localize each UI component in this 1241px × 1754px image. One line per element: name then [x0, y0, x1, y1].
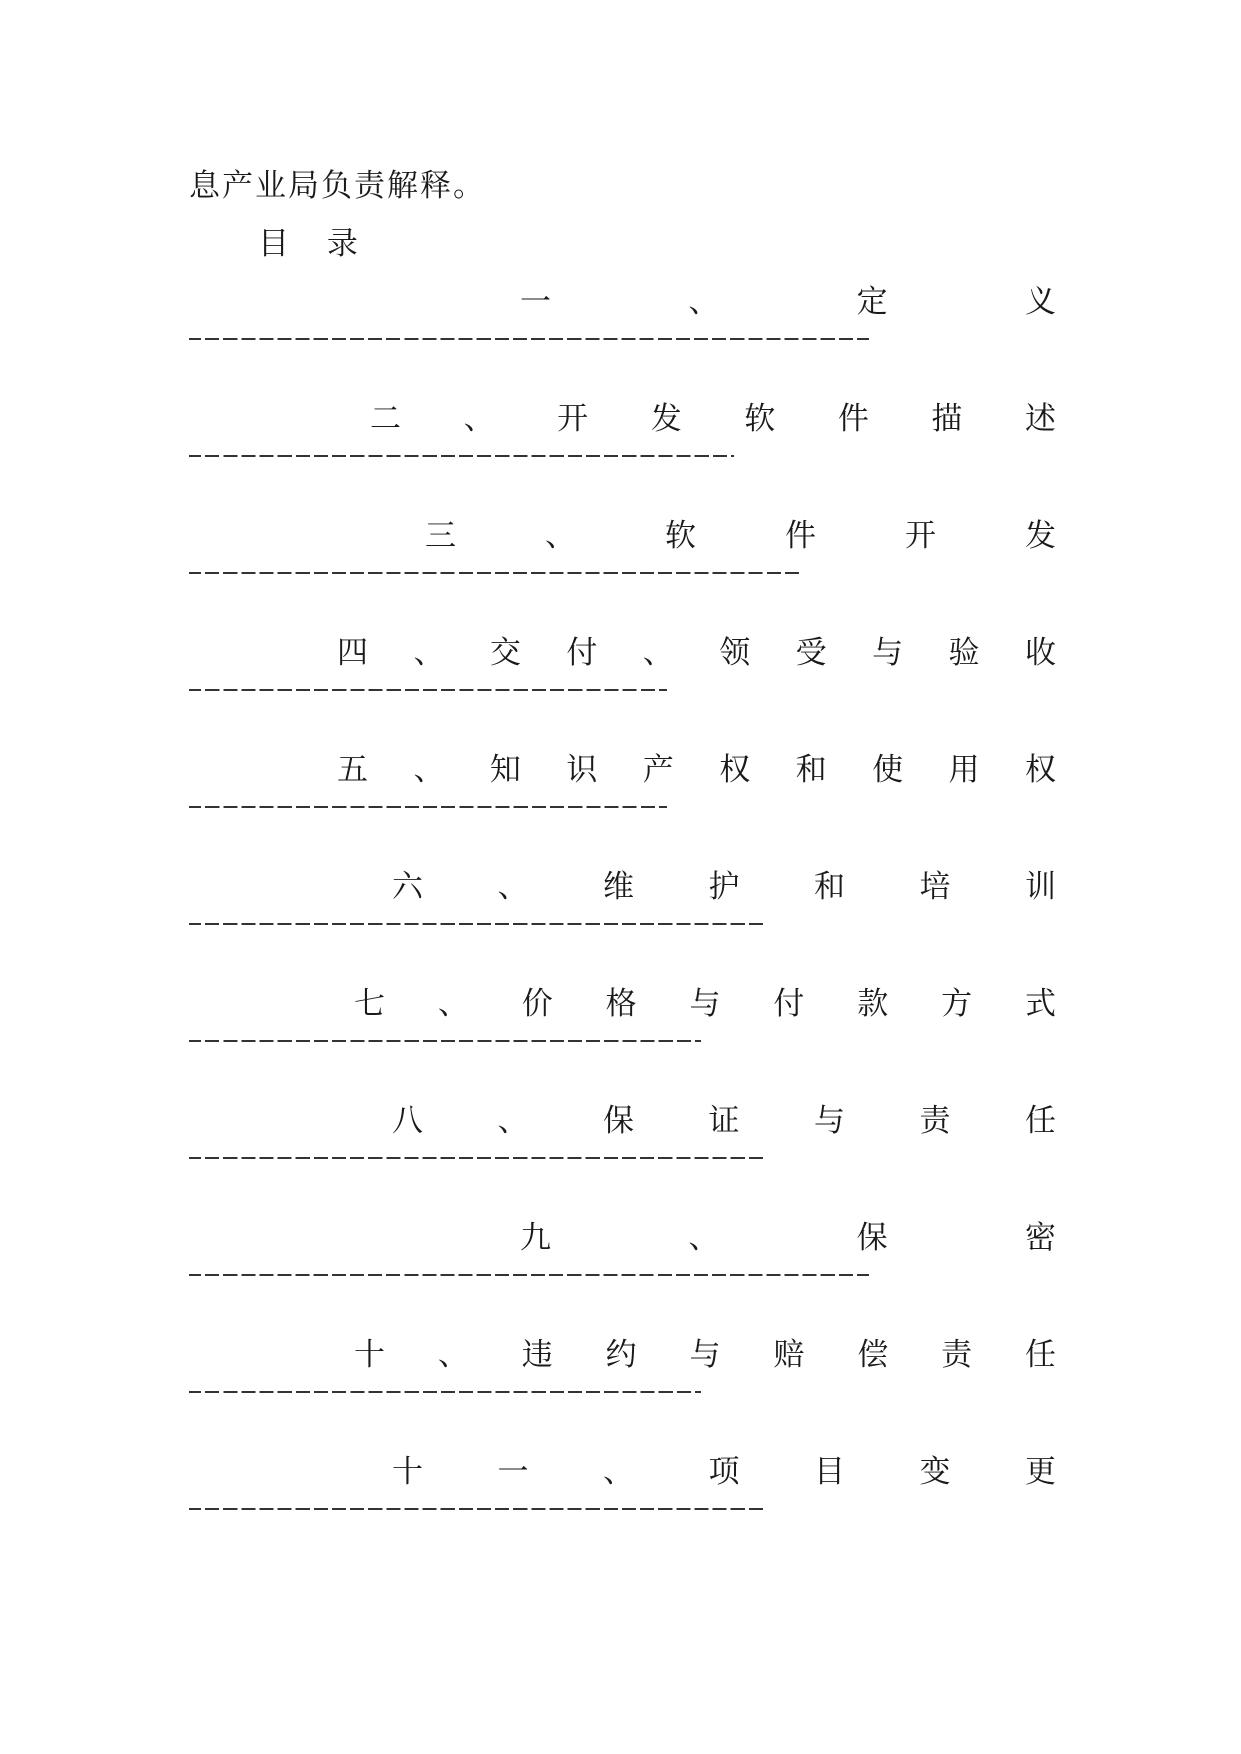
- toc-entry-label: 十 、 违 约 与 赔 偿 责 任: [354, 1337, 1056, 1373]
- toc-leader-line: [189, 1153, 767, 1159]
- toc-title: 目 录: [258, 226, 372, 262]
- toc-entry: [189, 399, 1056, 516]
- toc-entry: [189, 867, 1056, 984]
- toc-entry-label: 三 、 软 件 开 发: [425, 518, 1056, 554]
- toc-entry-label: 六 、 维 护 和 培 训: [392, 869, 1056, 905]
- toc-entry: [189, 1335, 1056, 1452]
- toc-leader-line: [189, 568, 801, 574]
- toc-leader-line: [189, 802, 667, 808]
- toc-entry-label: 十 一 、 项 目 变 更: [392, 1454, 1056, 1490]
- toc-entry: [189, 516, 1056, 633]
- toc-leader-line: [189, 334, 869, 340]
- toc-entry-label: 九 、 保 密: [520, 1220, 1056, 1256]
- toc-entry: [189, 750, 1056, 867]
- toc-entry-label: 五 、 知 识 产 权 和 使 用 权: [337, 752, 1056, 788]
- toc-entry: [189, 984, 1056, 1101]
- toc-leader-line: [189, 451, 734, 457]
- toc-entry: [189, 1452, 1056, 1569]
- toc-entry-label: 二 、 开 发 软 件 描 述: [370, 401, 1056, 437]
- toc-entry-label: 八 、 保 证 与 责 任: [392, 1103, 1056, 1139]
- intro-text: 息产业局负责解释。: [189, 168, 486, 204]
- toc-leader-line: [189, 1036, 701, 1042]
- toc-leader-line: [189, 1504, 767, 1510]
- toc-entry: [189, 282, 1056, 399]
- toc-leader-line: [189, 1387, 701, 1393]
- toc-entry: [189, 1218, 1056, 1335]
- toc-entry: [189, 1101, 1056, 1218]
- toc-entry-label: 一 、 定 义: [520, 284, 1056, 320]
- toc-leader-line: [189, 919, 767, 925]
- toc-leader-line: [189, 1270, 869, 1276]
- toc-entry-label: 四 、 交 付 、 领 受 与 验 收: [337, 635, 1056, 671]
- toc-entry: [189, 633, 1056, 750]
- toc-entry-label: 七 、 价 格 与 付 款 方 式: [354, 986, 1056, 1022]
- toc-leader-line: [189, 685, 667, 691]
